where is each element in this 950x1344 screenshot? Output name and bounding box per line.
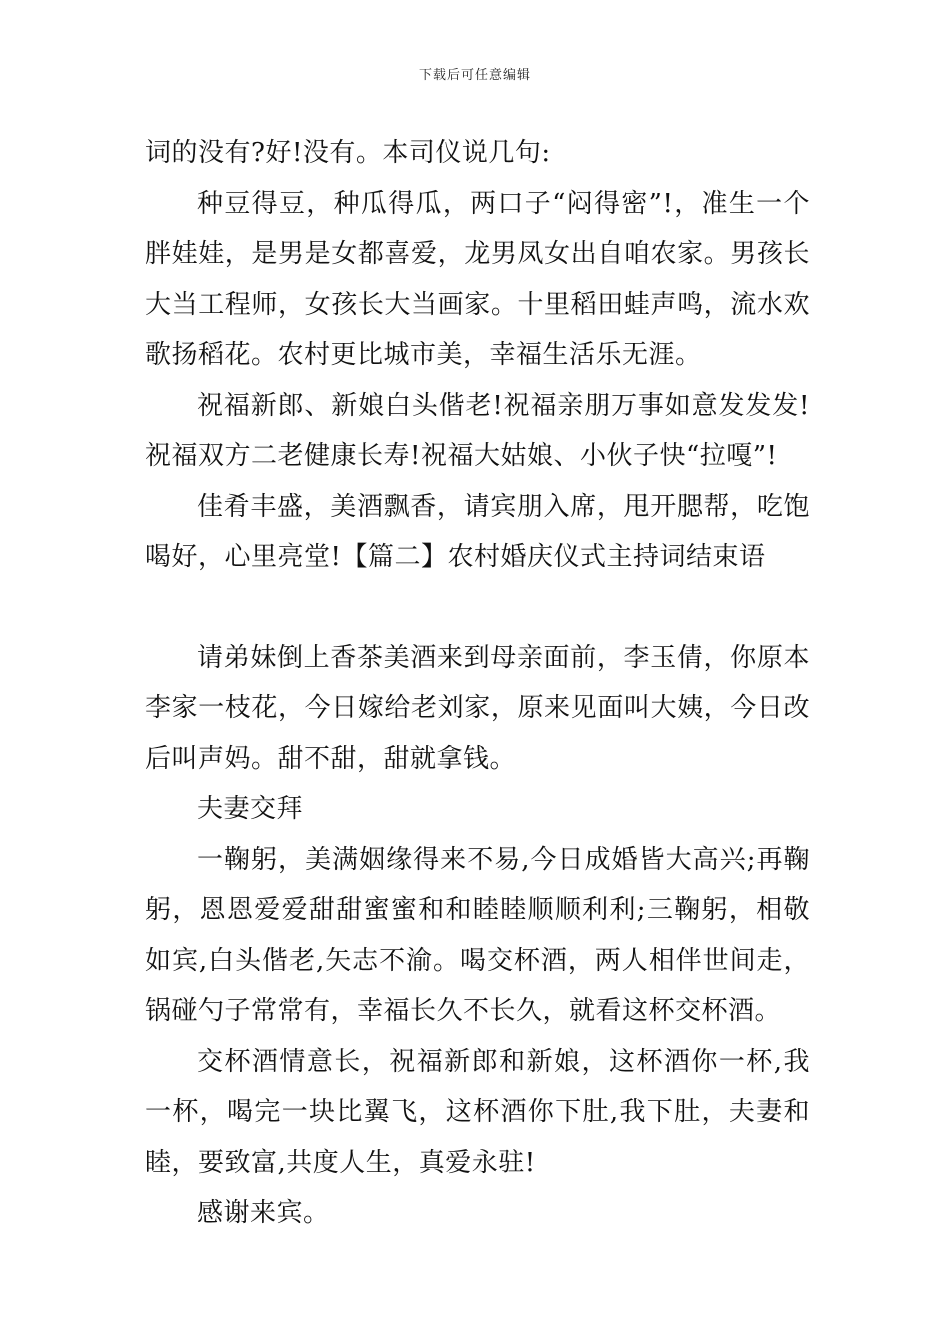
page-header: 下载后可任意编辑 <box>418 68 531 83</box>
paragraph-9: 感谢来宾。 <box>197 1198 330 1228</box>
paragraph-5: 请弟妹倒上香茶美酒来到母亲面前，李玉倩，你原本李家一枝花，今日嫁给老刘家，原来见面叫大姨，今日改后叫声妈。甜不甜，甜就拿钱。 <box>145 642 810 774</box>
paragraph-1: 词的没有?好!没有。本司仪说几句: <box>145 138 551 168</box>
paragraph-8: 交杯酒情意长，祝福新郎和新娘，这杯酒你一杯,我一杯，喝完一块比翼飞，这杯酒你下肚,我下肚，夫妻和睦，要致富,共度人生，真爱永驻! <box>145 1046 810 1178</box>
section-gap <box>145 583 810 633</box>
paragraph-7: 一鞠躬，美满姻缘得来不易,今日成婚皆大高兴;再鞠躬，恩恩爱爱甜甜蜜蜜和和睦睦顺顺利利;三鞠躬，相敬如宾,白头偕老,矢志不渝。喝交杯酒，两人相伴世间走，锅碰勺子常常有，幸福长久不长久，就看这杯交杯酒。 <box>145 844 810 1026</box>
paragraph-3: 祝福新郎、新娘白头偕老!祝福亲朋万事如意发发发!祝福双方二老健康长寿!祝福大姑娘、小伙子快“拉嘎”! <box>145 390 810 471</box>
paragraph-6: 夫妻交拜 <box>197 794 304 824</box>
document-body <box>145 128 810 1239</box>
paragraph-2: 种豆得豆，种瓜得瓜，两口子“闷得密”!，准生一个胖娃娃，是男是女都喜爱，龙男凤女出自咱农家。男孩长大当工程师，女孩长大当画家。十里稻田蛙声鸣，流水欢歌扬稻花。农村更比城市美，幸福生活乐无涯。 <box>145 188 810 370</box>
paragraph-4: 佳肴丰盛，美酒飘香，请宾朋入席，甩开腮帮，吃饱喝好，心里亮堂!【篇二】农村婚庆仪式主持词结束语 <box>145 491 810 572</box>
